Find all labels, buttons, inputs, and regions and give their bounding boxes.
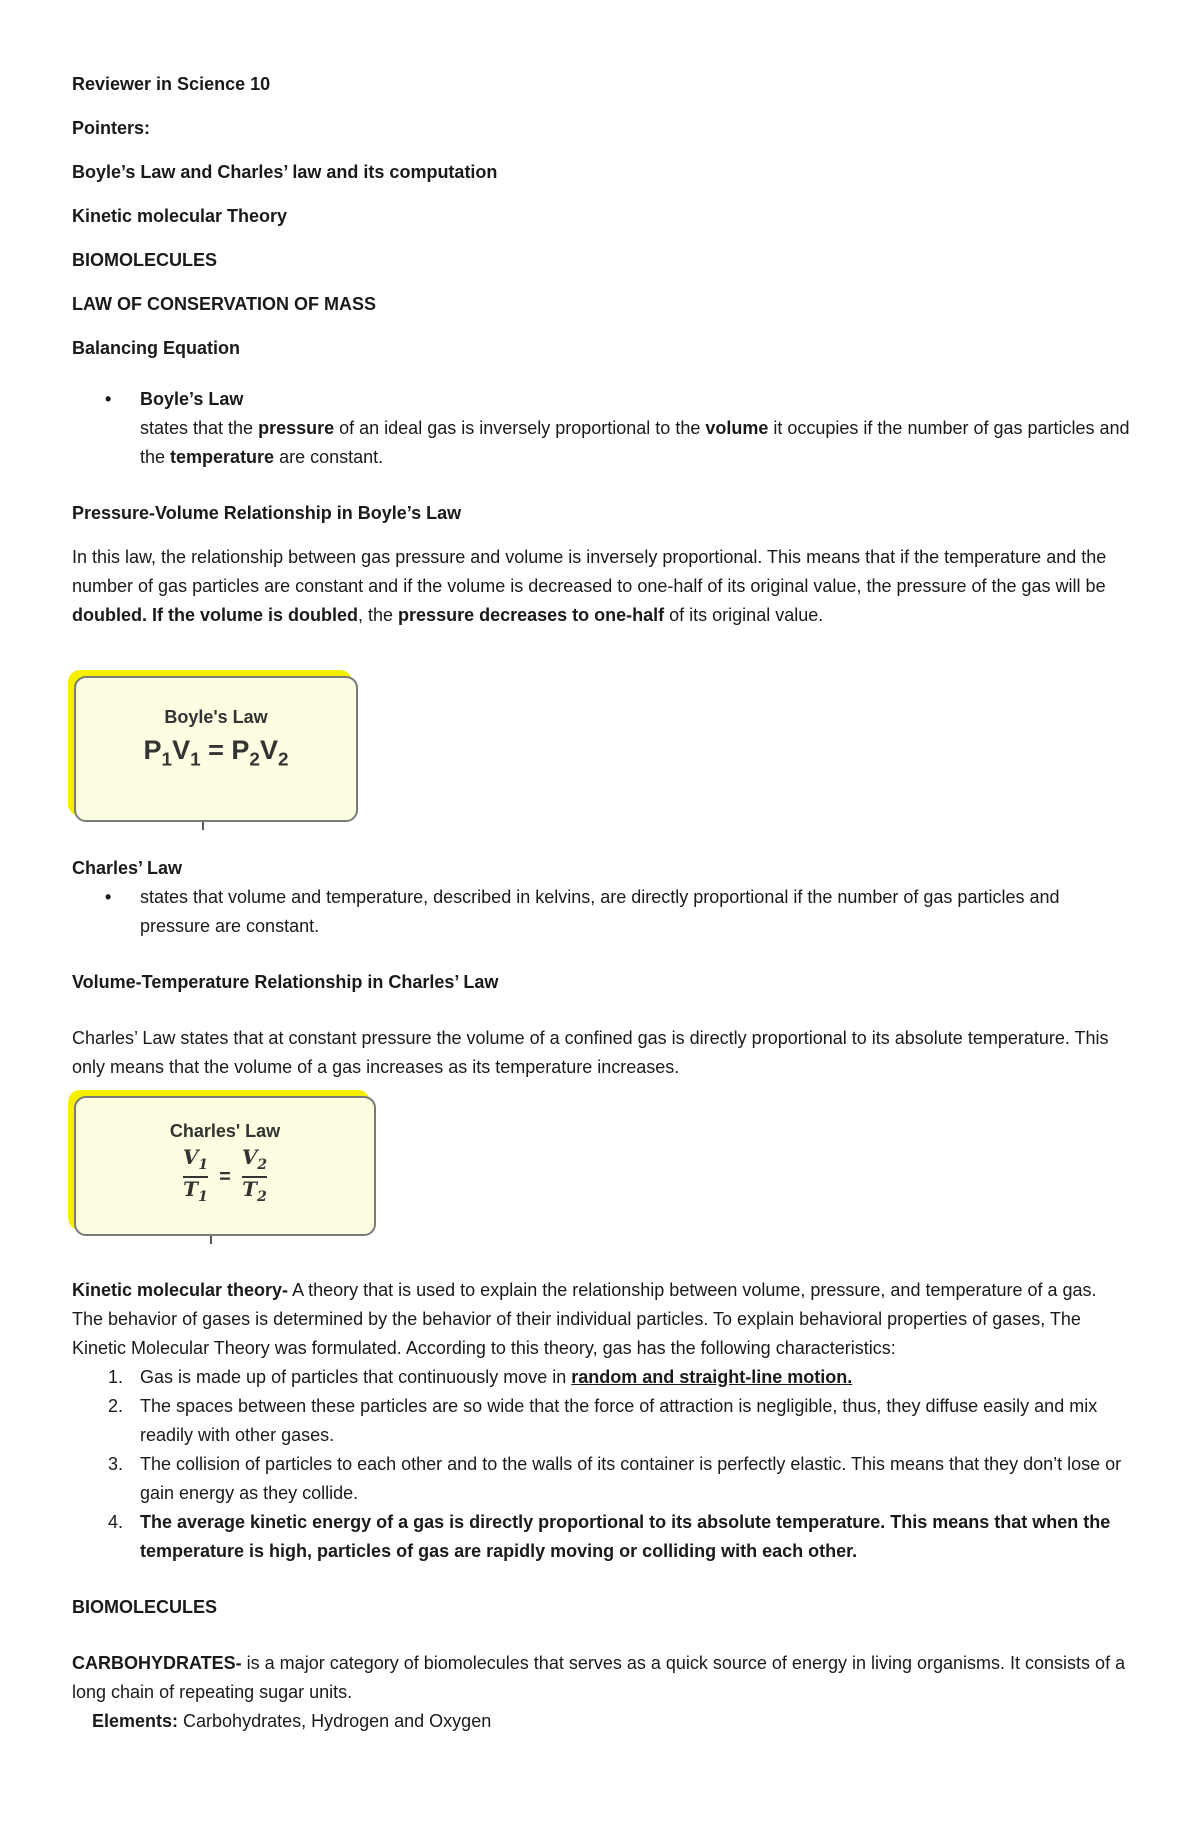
elements-line bbox=[72, 1707, 1132, 1736]
boyle-bullet-title: Boyle’s Law bbox=[140, 389, 244, 409]
document-page bbox=[72, 70, 1132, 1736]
boyle-formula: $P_1V_1 = P_2V_2$ bbox=[143, 735, 289, 771]
pointer-item: Balancing Equation bbox=[72, 338, 241, 358]
charles-heading: Charles’ Law bbox=[72, 858, 183, 878]
kmt-list bbox=[72, 1363, 1132, 1566]
bullet-icon: • bbox=[105, 389, 112, 409]
biomolecules-heading: BIOMOLECULES bbox=[72, 1597, 218, 1617]
list-item: 4. The average kinetic energy of a gas is directly proportional to its absolute temperature. This means that when the temperature is high, particles of gas are rapidly moving or colliding with each other. bbox=[108, 1512, 1111, 1561]
charles-formula-title: Charles' Law bbox=[169, 1121, 281, 1141]
charles-formula-box bbox=[74, 1096, 376, 1236]
boyle-def-text: of an ideal gas is inversely proportional to the bbox=[334, 418, 706, 438]
boyle-rel-text: In this law, the relationship between gas pressure and volume is inversely proportional. This means that if the temperature and the number of gas particles are constant and if the volume is decreased to one-half of its original value, the pressure of the gas will be bbox=[72, 547, 1107, 596]
carbohydrates-definition bbox=[72, 1649, 1132, 1707]
boyle-relationship-text bbox=[72, 543, 1132, 630]
kmt-term: Kinetic molecular theory- bbox=[72, 1280, 289, 1300]
boyle-def-text: are constant. bbox=[274, 447, 384, 467]
boyle-rel-doubled: doubled. If the volume is doubled bbox=[72, 605, 359, 625]
charles-bullet-text: states that volume and temperature, described in kelvins, are directly proportional if the number of gas particles and pressure are constant. bbox=[140, 887, 1060, 936]
boyle-rel-half: pressure decreases to one-half bbox=[398, 605, 665, 625]
boyle-rel-text: of its original value. bbox=[664, 605, 824, 625]
boyle-formula-box bbox=[74, 676, 358, 822]
boyle-def-volume: volume bbox=[705, 418, 769, 438]
carb-term: CARBOHYDRATES- bbox=[72, 1653, 242, 1673]
charles-relationship-heading: Volume-Temperature Relationship in Charles’ Law bbox=[72, 972, 499, 992]
boyle-def-text: it occupies if the number of gas particles and the bbox=[140, 418, 1130, 467]
kmt-intro: The behavior of gases is determined by the behavior of their individual particles. To explain behavioral properties of gases, The Kinetic Molecular Theory was formulated. According to this theory, gas has the following characteristics: bbox=[72, 1309, 1081, 1358]
elements-label: Elements: bbox=[92, 1711, 179, 1731]
boyle-def-text: states that the bbox=[140, 418, 259, 438]
kmt-emphasis: random and straight-line motion. bbox=[571, 1367, 853, 1387]
pointers-heading: Pointers: bbox=[72, 118, 151, 138]
boyle-def-pressure: pressure bbox=[258, 418, 335, 438]
list-item: 1. Gas is made up of particles that continuously move in random and straight-line motion. bbox=[108, 1367, 853, 1387]
carb-def: is a major category of biomolecules that serves as a quick source of energy in living organisms. It consists of a long chain of repeating sugar units. bbox=[72, 1653, 1126, 1702]
charles-bullet bbox=[72, 883, 1132, 941]
boyle-relationship-heading: Pressure-Volume Relationship in Boyle’s Law bbox=[72, 503, 462, 523]
boyle-bullet bbox=[72, 385, 1132, 414]
boyle-definition bbox=[72, 414, 1132, 472]
bullet-icon: • bbox=[105, 887, 112, 907]
charles-formula: $\frac{V_1}{T_1}$ = $\frac{V_2}{T_2}$ bbox=[182, 1145, 268, 1205]
boyle-def-temperature: temperature bbox=[170, 447, 275, 467]
kmt-def: A theory that is used to explain the relationship between volume, pressure, and temperature of a gas. bbox=[288, 1280, 1097, 1300]
elements-value: Carbohydrates, Hydrogen and Oxygen bbox=[178, 1711, 492, 1731]
doc-title: Reviewer in Science 10 bbox=[72, 74, 271, 94]
boyle-rel-text: , the bbox=[358, 605, 399, 625]
list-item: 3. The collision of particles to each other and to the walls of its container is perfectly elastic. This means that they don’t lose or gain energy as they collide. bbox=[108, 1454, 1122, 1503]
pointer-item: BIOMOLECULES bbox=[72, 250, 218, 270]
pointer-item: LAW OF CONSERVATION OF MASS bbox=[72, 294, 377, 314]
pointer-item: Boyle’s Law and Charles’ law and its computation bbox=[72, 162, 498, 182]
kmt-definition bbox=[72, 1276, 1132, 1305]
pointer-item: Kinetic molecular Theory bbox=[72, 206, 288, 226]
list-item: 2. The spaces between these particles are so wide that the force of attraction is negligible, thus, they diffuse easily and mix readily with other gases. bbox=[108, 1396, 1098, 1445]
boyle-formula-title: Boyle's Law bbox=[164, 707, 268, 727]
charles-relationship-text: Charles’ Law states that at constant pressure the volume of a confined gas is directly proportional to its absolute temperature. This only means that the volume of a gas increases as its temperature increases. bbox=[72, 1028, 1109, 1077]
